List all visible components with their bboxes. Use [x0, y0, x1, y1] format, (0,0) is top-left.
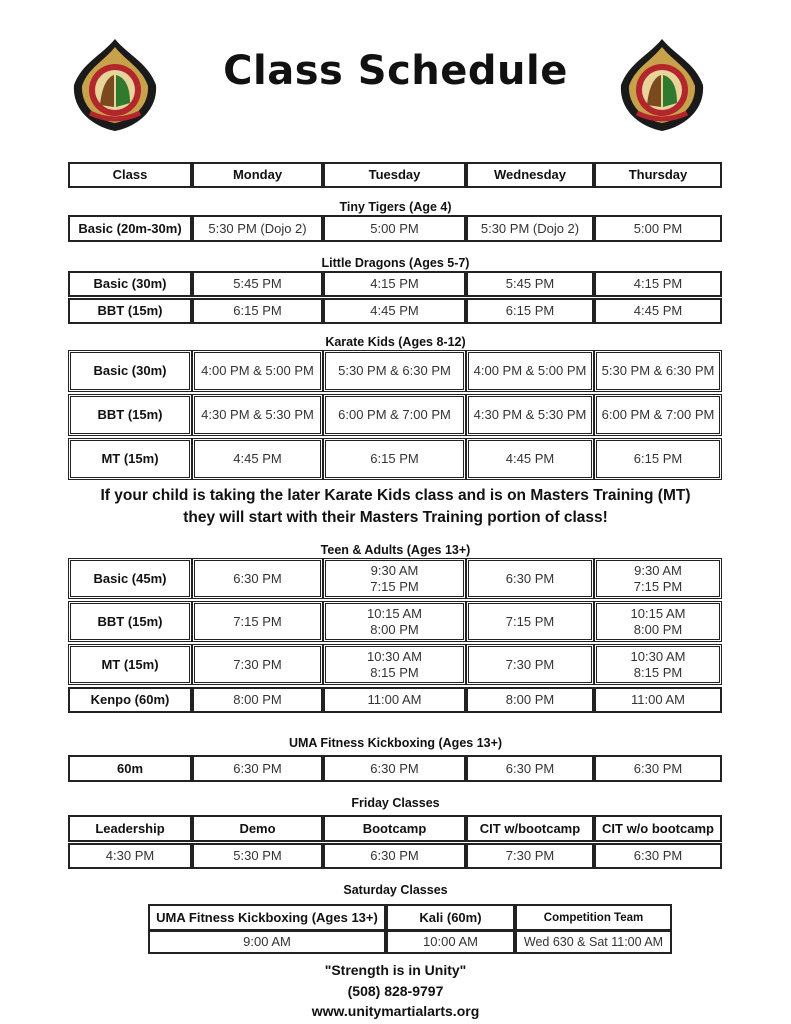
time-cell: 5:45 PM [466, 271, 594, 297]
saturday-header: Kali (60m) [386, 904, 515, 931]
section-title-saturday: Saturday Classes [343, 883, 448, 897]
time-cell: 5:00 PM [594, 215, 722, 242]
time-cell: 4:30 PM & 5:30 PM [192, 394, 323, 436]
section-title-little-dragons: Little Dragons (Ages 5-7) [321, 256, 470, 270]
row-label: MT (15m) [68, 438, 192, 480]
time-cell: 11:00 AM [594, 687, 722, 713]
time-cell: 5:30 PM & 6:30 PM [323, 350, 466, 392]
time-cell: 6:30 PM [594, 755, 722, 782]
note-line-2: they will start with their Masters Training portion of class! [183, 509, 608, 526]
website-link[interactable]: www.unitymartialarts.org [311, 1003, 480, 1019]
header-tuesday: Tuesday [323, 162, 466, 188]
time-cell: 8:00 PM [192, 687, 323, 713]
row-label: Basic (45m) [68, 558, 192, 599]
time-cell: 6:15 PM [466, 298, 594, 324]
row-label: Basic (30m) [68, 350, 192, 392]
friday-header: Demo [192, 815, 323, 842]
header-class: Class [68, 162, 192, 188]
time-cell: 6:30 PM [192, 558, 323, 599]
masters-training-note [0, 485, 791, 529]
time-cell: 4:15 PM [323, 271, 466, 297]
time-cell: 7:30 PM [466, 644, 594, 685]
time-cell: 6:15 PM [323, 438, 466, 480]
time-cell: Wed 630 & Sat 11:00 AM [515, 930, 672, 954]
row-label: 60m [68, 755, 192, 782]
friday-header: Bootcamp [323, 815, 466, 842]
time-cell: 9:30 AM 7:15 PM [594, 558, 722, 599]
time-cell: 7:30 PM [466, 843, 594, 869]
time-cell: 4:30 PM & 5:30 PM [466, 394, 594, 436]
header-wednesday: Wednesday [466, 162, 594, 188]
time-cell: 5:45 PM [192, 271, 323, 297]
friday-header: CIT w/o bootcamp [594, 815, 722, 842]
time-cell: 4:45 PM [323, 298, 466, 324]
row-label: BBT (15m) [68, 601, 192, 642]
friday-header: CIT w/bootcamp [466, 815, 594, 842]
time-cell: 5:00 PM [323, 215, 466, 242]
row-label: Kenpo (60m) [68, 687, 192, 713]
row-label: BBT (15m) [68, 298, 192, 324]
time-cell: 9:30 AM 7:15 PM [323, 558, 466, 599]
row-label: BBT (15m) [68, 394, 192, 436]
header-thursday: Thursday [594, 162, 722, 188]
saturday-header: UMA Fitness Kickboxing (Ages 13+) [148, 904, 386, 931]
time-cell: 4:00 PM & 5:00 PM [466, 350, 594, 392]
time-cell: 6:30 PM [323, 755, 466, 782]
time-cell: 10:15 AM 8:00 PM [323, 601, 466, 642]
time-cell: 10:30 AM 8:15 PM [323, 644, 466, 685]
time-cell: 4:30 PM [68, 843, 192, 869]
time-cell: 6:30 PM [323, 843, 466, 869]
time-cell: 7:15 PM [192, 601, 323, 642]
row-label: Basic (20m-30m) [68, 215, 192, 242]
time-cell: 4:45 PM [594, 298, 722, 324]
section-title-tiny-tigers: Tiny Tigers (Age 4) [339, 200, 452, 214]
time-cell: 6:00 PM & 7:00 PM [594, 394, 722, 436]
time-cell: 5:30 PM (Dojo 2) [466, 215, 594, 242]
time-cell: 6:30 PM [594, 843, 722, 869]
time-cell: 5:30 PM (Dojo 2) [192, 215, 323, 242]
time-cell: 10:00 AM [386, 930, 515, 954]
time-cell: 11:00 AM [323, 687, 466, 713]
time-cell: 7:15 PM [466, 601, 594, 642]
time-cell: 6:00 PM & 7:00 PM [323, 394, 466, 436]
time-cell: 4:15 PM [594, 271, 722, 297]
section-title-karate-kids: Karate Kids (Ages 8-12) [325, 335, 466, 349]
row-label: MT (15m) [68, 644, 192, 685]
time-cell: 6:15 PM [594, 438, 722, 480]
header-monday: Monday [192, 162, 323, 188]
time-cell: 5:30 PM & 6:30 PM [594, 350, 722, 392]
time-cell: 6:30 PM [466, 558, 594, 599]
time-cell: 4:45 PM [466, 438, 594, 480]
time-cell: 9:00 AM [148, 930, 386, 954]
phone-number: (508) 828-9797 [347, 983, 444, 999]
time-cell: 4:00 PM & 5:00 PM [192, 350, 323, 392]
time-cell: 10:30 AM 8:15 PM [594, 644, 722, 685]
saturday-header: Competition Team [515, 904, 672, 931]
time-cell: 10:15 AM 8:00 PM [594, 601, 722, 642]
time-cell: 6:15 PM [192, 298, 323, 324]
time-cell: 7:30 PM [192, 644, 323, 685]
motto: "Strength is in Unity" [324, 962, 467, 978]
time-cell: 6:30 PM [466, 755, 594, 782]
time-cell: 8:00 PM [466, 687, 594, 713]
note-line-1: If your child is taking the later Karate Kids class and is on Masters Training (MT) [100, 487, 691, 504]
page-title: Class Schedule [223, 48, 568, 94]
time-cell: 5:30 PM [192, 843, 323, 869]
section-title-friday: Friday Classes [351, 796, 440, 810]
time-cell: 4:45 PM [192, 438, 323, 480]
time-cell: 6:30 PM [192, 755, 323, 782]
friday-header: Leadership [68, 815, 192, 842]
section-title-kickboxing: UMA Fitness Kickboxing (Ages 13+) [288, 736, 503, 750]
section-title-teen-adults: Teen & Adults (Ages 13+) [320, 543, 471, 557]
row-label: Basic (30m) [68, 271, 192, 297]
